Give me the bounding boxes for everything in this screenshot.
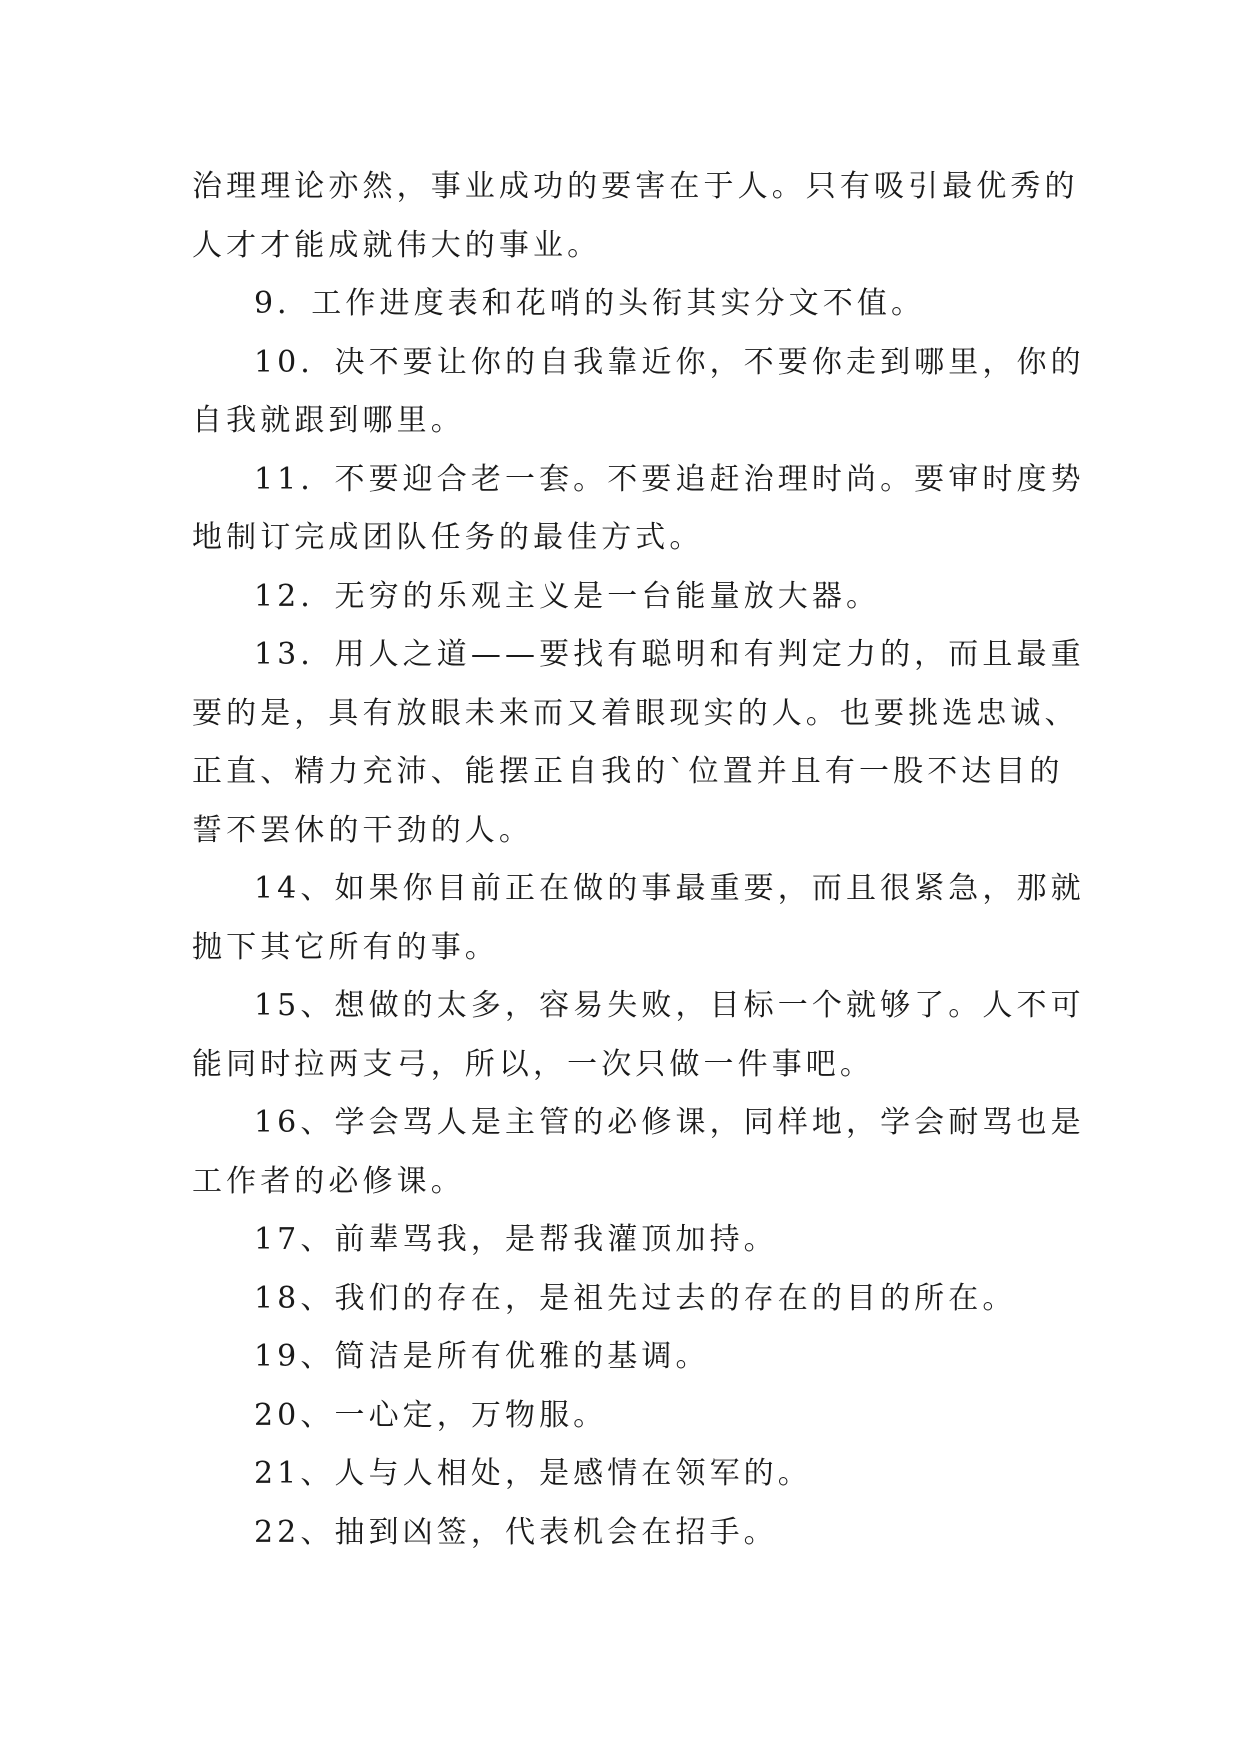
text-line: 地制订完成团队任务的最佳方式。 bbox=[192, 520, 704, 555]
list-item-16: 16、学会骂人是主管的必修课，同样地，学会耐骂也是 bbox=[254, 1105, 1085, 1140]
text-line: 人才才能成就伟大的事业。 bbox=[192, 227, 602, 263]
list-item-21: 21、人与人相处，是感情在领军的。 bbox=[254, 1456, 812, 1491]
text-line: 正直、精力充沛、能摆正自我的`位置并且有一股不达目的 bbox=[192, 754, 1064, 789]
list-item-17: 17、前辈骂我，是帮我灌顶加持。 bbox=[254, 1222, 778, 1257]
list-item-9: 9．工作进度表和花哨的头衔其实分文不值。 bbox=[254, 286, 926, 321]
text-line: 治理理论亦然，事业成功的要害在于人。只有吸引最优秀的 bbox=[192, 169, 1079, 204]
list-item-11: 11．不要迎合老一套。不要追赶治理时尚。要审时度势 bbox=[254, 461, 1085, 497]
list-item-14: 14、如果你目前正在做的事最重要，而且很紧急，那就 bbox=[254, 871, 1085, 906]
list-item-13: 13．用人之道——要找有聪明和有判定力的，而且最重 bbox=[254, 637, 1085, 672]
text-line: 工作者的必修课。 bbox=[192, 1163, 465, 1199]
list-item-20: 20、一心定，万物服。 bbox=[254, 1397, 608, 1433]
list-item-10: 10．决不要让你的自我靠近你，不要你走到哪里，你的 bbox=[254, 344, 1085, 380]
text-line: 自我就跟到哪里。 bbox=[192, 403, 465, 438]
text-line: 要的是，具有放眼未来而又着眼现实的人。也要挑选忠诚、 bbox=[192, 695, 1079, 731]
list-item-18: 18、我们的存在，是祖先过去的存在的目的所在。 bbox=[254, 1280, 1017, 1316]
text-line: 抛下其它所有的事。 bbox=[192, 929, 499, 965]
list-item-22: 22、抽到凶签，代表机会在招手。 bbox=[254, 1514, 778, 1550]
document-body bbox=[192, 158, 1085, 1562]
list-item-12: 12．无穷的乐观主义是一台能量放大器。 bbox=[254, 578, 881, 614]
text-line: 能同时拉两支弓，所以，一次只做一件事吧。 bbox=[192, 1046, 874, 1082]
text-line: 誓不罢休的干劲的人。 bbox=[192, 812, 533, 848]
list-item-15: 15、想做的太多，容易失败，目标一个就够了。人不可 bbox=[254, 988, 1085, 1023]
list-item-19: 19、简洁是所有优雅的基调。 bbox=[254, 1339, 710, 1374]
